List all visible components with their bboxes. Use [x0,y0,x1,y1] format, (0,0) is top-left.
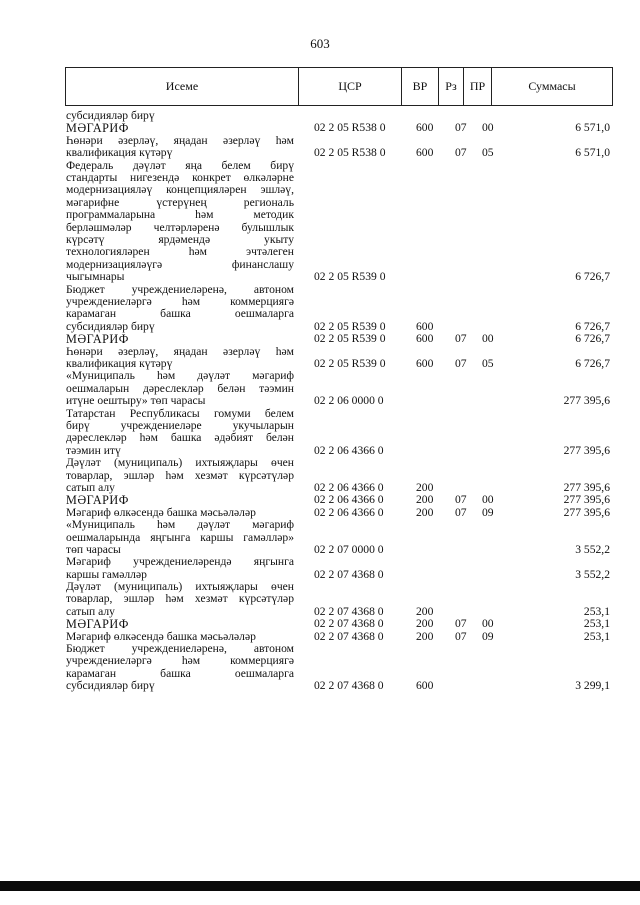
row-rz: 07 [455,356,467,370]
row-rz: 07 [455,332,467,346]
row-rz: 07 [455,121,467,135]
row-pr: 09 [482,505,494,519]
row-csr: 02 2 06 4366 0 [314,443,384,457]
header-csr: ЦСР [299,68,402,106]
row-name-line: бирү учреждениеләре укучыларын [66,418,294,432]
row-name-line: оешмаларында яңгынга каршы гамәлләр» [66,530,294,544]
row-name-line: Бюджет учреждениеләренә, автоном [66,642,294,656]
row-name-line: карамаган башка оешмаларга [66,666,294,680]
row-rz: 07 [455,617,467,631]
row-name-line: сатып алу [66,604,115,618]
row-name [66,643,294,693]
row-name-line: учреждениеләргә һәм коммерциягә [66,294,294,308]
row-sum: 253,1 [583,617,610,631]
row-name-line: Мәгариф өлкәсендә башка мәсьәләләр [66,505,256,519]
row-sum: 6 726,7 [575,319,610,333]
row-csr: 02 2 05 R538 0 [314,146,386,160]
row-name-line: Дәүләт (муниципаль) ихтыяҗлары өчен [66,456,294,470]
row-vr: 600 [416,146,434,160]
row-pr: 00 [482,332,494,346]
row-csr: 02 2 06 0000 0 [314,394,384,408]
row-vr: 600 [416,332,434,346]
row-sum: 6 571,0 [575,121,610,135]
row-vr: 200 [416,629,434,643]
row-name [66,284,294,334]
header-vr: ВР [402,68,439,106]
row-sum: 277 395,6 [563,505,610,519]
table-row [0,408,640,458]
table-row [0,370,640,407]
table-row [0,135,640,160]
row-vr: 600 [416,679,434,693]
row-name-line: Мәгариф учреждениеләрендә яңгынга [66,555,294,569]
row-name [66,556,294,581]
row-vr: 200 [416,505,434,519]
row-csr: 02 2 06 4366 0 [314,505,384,519]
row-csr: 02 2 07 4368 0 [314,679,384,693]
row-vr: 600 [416,319,434,333]
row-name-line: технологияләрен һәм эчтәлеген [66,245,294,259]
row-name-line: квалификация күтәрү [66,146,173,160]
row-name [66,494,294,506]
row-rz: 07 [455,629,467,643]
row-name-line: модернизацияләү концепцияләрен эшләү, [66,183,294,197]
row-pr: 05 [482,356,494,370]
row-name-line: учреждениеләргә һәм коммерциягә [66,654,294,668]
header-sum: Суммасы [492,68,613,106]
row-name-line: төп чарасы [66,542,121,556]
row-name-line: берләшмәләр челтәрләренә булышлык [66,220,294,234]
row-sum: 277 395,6 [563,394,610,408]
row-sum: 253,1 [583,629,610,643]
row-name-line: Дәүләт (муниципаль) ихтыяҗлары өчен [66,580,294,594]
row-name-line: субсидияләр бирү [66,109,155,122]
table-row [0,160,640,284]
row-name-line: Федераль дәүләт яңа белем бирү [66,158,294,172]
row-name-line: МӘГАРИФ [66,121,129,136]
row-name-line: тәэмин итү [66,443,121,457]
row-csr: 02 2 05 R538 0 [314,121,386,135]
row-sum: 6 726,7 [575,356,610,370]
row-csr: 02 2 07 4368 0 [314,617,384,631]
row-name-line: субсидияләр бирү [66,679,155,693]
row-name-line: МӘГАРИФ [66,332,129,347]
row-sum: 277 395,6 [563,480,610,494]
row-name-line: стандарты нигезендә конкрет өлкәләрне [66,170,294,184]
row-name [66,135,294,160]
header-pr: ПР [464,68,492,106]
table-row [0,122,640,134]
row-sum: 277 395,6 [563,493,610,507]
row-csr: 02 2 05 R539 0 [314,270,386,284]
row-csr: 02 2 05 R539 0 [314,356,386,370]
row-name-line: оешмаларын дәреслекләр белән тәэмин [66,381,294,395]
row-csr: 02 2 06 4366 0 [314,493,384,507]
table-row [0,346,640,371]
row-name-line: чыгымнары [66,270,125,284]
row-sum: 3 552,2 [575,542,610,556]
row-name-line: МӘГАРИФ [66,493,129,508]
row-name-line: товарлар, эшләр һәм хезмәт күрсәтүләр [66,592,294,606]
row-sum: 3 552,2 [575,567,610,581]
row-name-line: Һөнәри әзерләү, яңадан әзерләү һәм [66,344,294,358]
row-name [66,408,294,458]
row-name-line: каршы гамәлләр [66,567,147,581]
table-row [0,618,640,630]
row-name-line: программаларына һәм методик [66,208,294,222]
row-rz: 07 [455,505,467,519]
row-csr: 02 2 07 4368 0 [314,567,384,581]
table-row [0,333,640,345]
row-vr: 200 [416,604,434,618]
row-name-line: товарлар, эшләр һәм хезмәт күрсәтүләр [66,468,294,482]
page-number: 603 [310,36,330,51]
row-name-line: күрсәтү ярдәмендә укыту [66,232,294,246]
table-row [0,457,640,494]
row-sum: 3 299,1 [575,679,610,693]
row-name-line: карамаган башка оешмаларга [66,307,294,321]
row-csr: 02 2 05 R539 0 [314,332,386,346]
row-name-line: модернизацияләүгә финанслашу [66,257,294,271]
row-name-line: мәгарифне үстерүнең региональ [66,195,294,209]
row-name-line: «Муниципаль һәм дәүләт мәгариф [66,369,294,383]
table-row [0,519,640,556]
row-name [66,519,294,556]
row-sum: 277 395,6 [563,443,610,457]
row-sum: 6 571,0 [575,146,610,160]
row-name-line: «Муниципаль һәм дәүләт мәгариф [66,518,294,532]
row-csr: 02 2 07 0000 0 [314,542,384,556]
row-name [66,122,294,134]
table-row [0,494,640,506]
table-row [0,284,640,334]
row-pr: 09 [482,629,494,643]
row-vr: 200 [416,617,434,631]
budget-table-body [0,110,640,693]
row-pr: 00 [482,617,494,631]
row-name-line: Татарстан Республикасы гомуми белем [66,406,294,420]
row-csr: 02 2 05 R539 0 [314,319,386,333]
row-name [66,581,294,618]
row-name-line: субсидияләр бирү [66,319,155,333]
row-name-line: сатып алу [66,480,115,494]
row-vr: 600 [416,356,434,370]
row-name [66,333,294,345]
row-name-line: Мәгариф өлкәсендә башка мәсьәләләр [66,629,256,643]
row-name-line: итүне оештыру» төп чарасы [66,394,206,408]
row-sum: 6 726,7 [575,270,610,284]
row-pr: 00 [482,121,494,135]
row-name-line: Һөнәри әзерләү, яңадан әзерләү һәм [66,133,294,147]
row-sum: 6 726,7 [575,332,610,346]
row-name [66,346,294,371]
row-name [66,370,294,407]
row-csr: 02 2 06 4366 0 [314,480,384,494]
table-row [0,581,640,618]
row-rz: 07 [455,493,467,507]
row-name-line: дәреслекләр һәм башка әдәбият белән [66,431,294,445]
header-name: Исеме [66,68,299,106]
row-csr: 02 2 07 4368 0 [314,629,384,643]
row-name [66,618,294,630]
row-vr: 200 [416,493,434,507]
row-vr: 600 [416,121,434,135]
row-name [66,160,294,284]
scan-bottom-border [0,881,640,891]
row-name [66,457,294,494]
row-pr: 00 [482,493,494,507]
row-name-line: квалификация күтәрү [66,356,173,370]
row-csr: 02 2 07 4368 0 [314,604,384,618]
row-vr: 200 [416,480,434,494]
row-name-line: Бюджет учреждениеләренә, автоном [66,282,294,296]
row-sum: 253,1 [583,604,610,618]
table-header [65,67,613,106]
row-rz: 07 [455,146,467,160]
table-row [0,643,640,693]
row-pr: 05 [482,146,494,160]
row-name-line: МӘГАРИФ [66,617,129,632]
header-rz: Рз [439,68,464,106]
table-row [0,556,640,581]
